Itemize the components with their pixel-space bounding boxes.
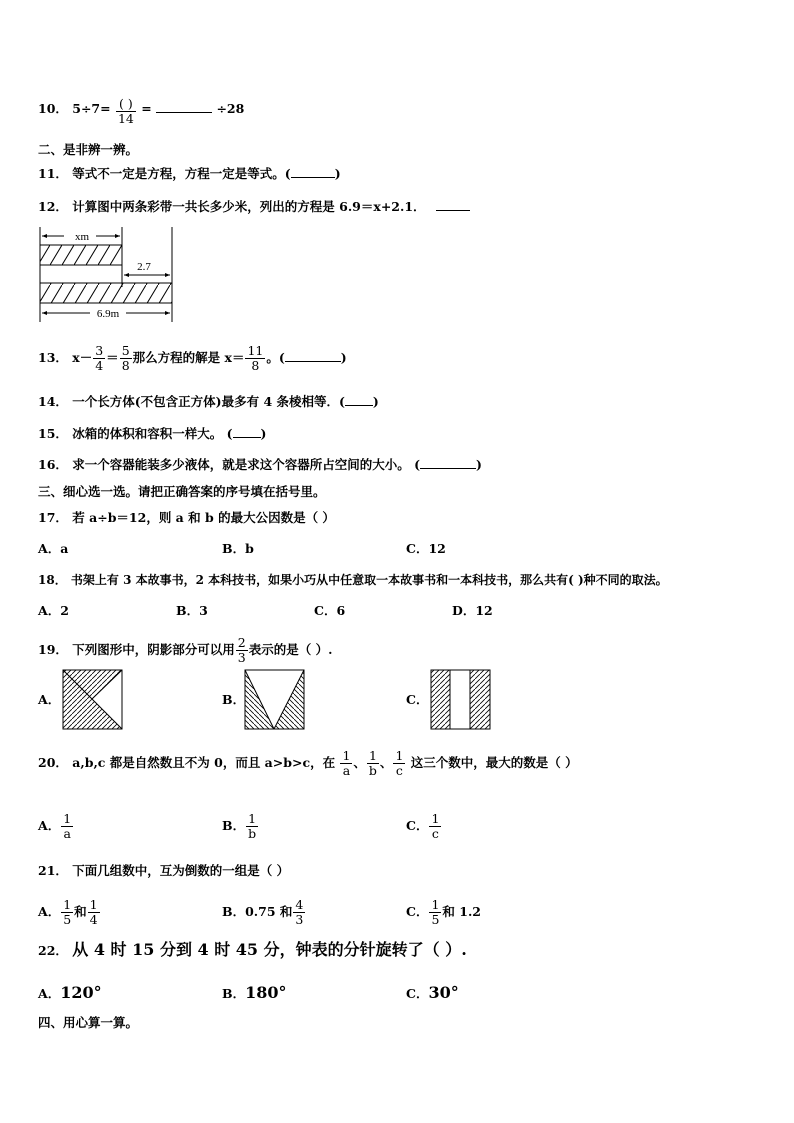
answer-blank[interactable] xyxy=(420,468,476,469)
answer-blank[interactable] xyxy=(291,177,335,178)
figure-c xyxy=(430,669,492,731)
section-2-heading: 二、是非辨一辨。 xyxy=(38,142,139,157)
q19-option-a[interactable]: A． xyxy=(38,692,61,707)
q18-option-a[interactable]: A．2 xyxy=(38,603,69,618)
question-22: 22． 从 4 时 15 分到 4 时 45 分，钟表的分针旋转了（ ）. xyxy=(38,940,467,959)
q19-option-c[interactable]: C． xyxy=(406,692,429,707)
question-11: 11． 等式不一定是方程，方程一定是等式。( ) xyxy=(38,166,341,181)
answer-blank[interactable] xyxy=(436,210,470,211)
q18-option-b[interactable]: B．3 xyxy=(176,603,208,618)
question-10: 10． 5÷7= $\frac{( )}{14}$ = ÷28 xyxy=(38,96,245,126)
q10-fraction: $\frac{( )}{14}$ xyxy=(117,96,134,126)
question-20: 20． a,b,c 都是自然数且不为 0，而且 a>b>c，在 $\frac{1}{a}$ 、 $\frac{1}{b}$ 、 $\frac{1}{c}$ 这三个数中，最大的数是（ ） xyxy=(38,748,578,778)
q21-option-a[interactable]: A． $\frac{1}{5}$ 和 $\frac{1}{4}$ xyxy=(38,897,98,927)
question-13: 13． x－ $\frac{3}{4}$ ＝ $\frac{5}{8}$ 那么方程的解是 x＝ $\frac{11}{8}$ 。( ) xyxy=(38,343,347,373)
question-15: 15． 冰箱的体积和容积一样大。 ( ) xyxy=(38,426,267,441)
q22-option-c[interactable]: C．30° xyxy=(406,983,459,1002)
label-xm: xm xyxy=(74,231,90,243)
answer-blank[interactable] xyxy=(285,361,341,362)
figure-b xyxy=(244,669,306,731)
q22-option-a[interactable]: A．120° xyxy=(38,983,102,1002)
q10-lhs: 5÷7= xyxy=(72,100,111,116)
q18-option-d[interactable]: D．12 xyxy=(452,603,493,618)
q17-option-b[interactable]: B．b xyxy=(222,541,254,556)
label-6-9m: 6.9m xyxy=(96,308,120,320)
q18-option-c[interactable]: C．6 xyxy=(314,603,346,618)
question-18: 18． 书架上有 3 本故事书，2 本科技书，如果小巧从中任意取一本故事书和一本科技书，那么共有( )种不同的取法。 xyxy=(38,573,668,587)
q17-option-a[interactable]: A．a xyxy=(38,541,69,556)
question-14: 14． 一个长方体(不包含正方体)最多有 4 条棱相等．( ) xyxy=(38,394,379,409)
answer-blank[interactable] xyxy=(345,405,373,406)
question-21: 21． 下面几组数中，互为倒数的一组是（ ） xyxy=(38,863,290,878)
q20-option-c[interactable]: C． $\frac{1}{c}$ xyxy=(406,811,440,841)
q19-option-b[interactable]: B． xyxy=(222,692,246,707)
q10-number: 10 xyxy=(38,100,56,116)
question-19: 19． 下列图形中，阴影部分可以用 $\frac{2}{3}$ 表示的是（ ）. xyxy=(38,635,333,665)
answer-blank[interactable] xyxy=(156,112,212,113)
section-3-heading: 三、细心选一选。请把正确答案的序号填在括号里。 xyxy=(38,484,326,499)
q20-option-a[interactable]: A． $\frac{1}{a}$ xyxy=(38,811,72,841)
q22-option-b[interactable]: B．180° xyxy=(222,983,287,1002)
section-4-heading: 四、用心算一算。 xyxy=(38,1015,139,1030)
q17-option-c[interactable]: C．12 xyxy=(406,541,446,556)
label-2-7: 2.7 xyxy=(137,261,151,273)
q21-option-c[interactable]: C． $\frac{1}{5}$ 和 1.2 xyxy=(406,897,482,927)
q21-option-b[interactable]: B．0.75 和 $\frac{4}{3}$ xyxy=(222,897,304,927)
question-12: 12． 计算图中两条彩带一共长多少米，列出的方程是 6.9＝x+2.1． xyxy=(38,201,470,214)
figure-a xyxy=(62,669,124,731)
answer-blank[interactable] xyxy=(233,437,261,438)
ribbon-diagram xyxy=(38,225,178,325)
question-16: 16． 求一个容器能装多少液体，就是求这个容器所占空间的大小。 ( ) xyxy=(38,457,482,472)
q20-option-b[interactable]: B． $\frac{1}{b}$ xyxy=(222,811,257,841)
question-17: 17． 若 a÷b＝12，则 a 和 b 的最大公因数是（ ） xyxy=(38,510,335,525)
